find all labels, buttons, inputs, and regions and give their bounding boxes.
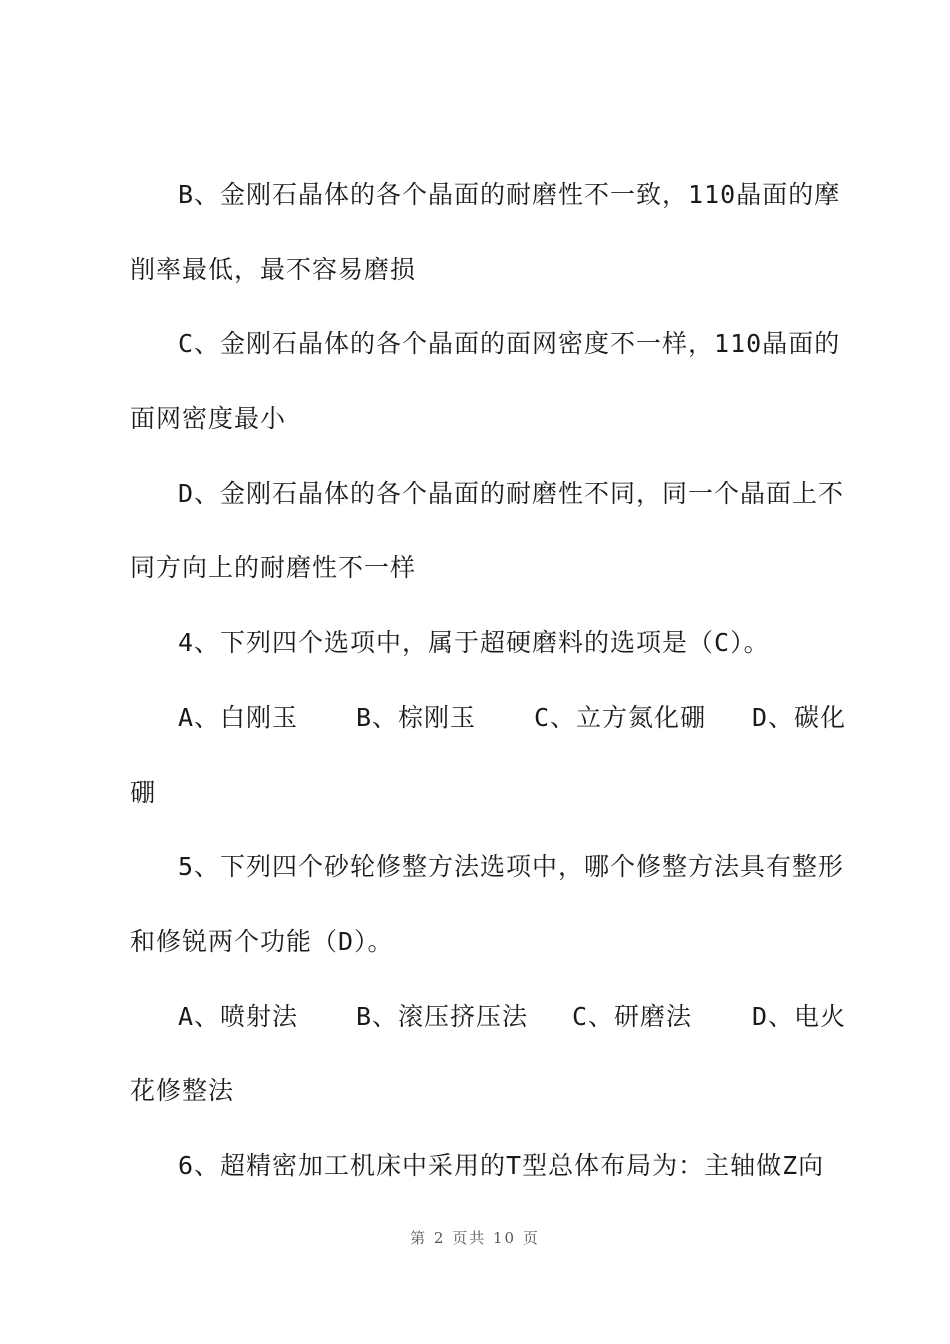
question-4: 4、下列四个选项中，属于超硬磨料的选项是（C）。 (178, 628, 770, 657)
q5-option-a: A、喷射法 (178, 1002, 299, 1031)
q4-option-d: D、碳化 (752, 703, 847, 732)
text-line: C、金刚石晶体的各个晶面的面网密度不一样，110晶面的 (178, 329, 841, 358)
question-6: 6、超精密加工机床中采用的T型总体布局为：主轴做Z向 (178, 1151, 825, 1180)
text-line: 花修整法 (130, 1076, 235, 1105)
q4-option-a: A、白刚玉 (178, 703, 299, 732)
text-line: 削率最低，最不容易磨损 (130, 255, 417, 284)
page-number-footer: 第 2 页共 10 页 (410, 1229, 540, 1247)
q4-option-b: B、棕刚玉 (356, 703, 477, 732)
text-line: 面网密度最小 (130, 404, 287, 433)
q5-option-c: C、研磨法 (572, 1002, 693, 1031)
text-line: B、金刚石晶体的各个晶面的耐磨性不一致，110晶面的摩 (178, 180, 841, 209)
q4-options-row (178, 702, 850, 734)
text-line: 和修锐两个功能（D）。 (130, 927, 394, 956)
q5-option-b: B、滚压挤压法 (356, 1002, 529, 1031)
text-line: 同方向上的耐磨性不一样 (130, 553, 417, 582)
text-line: 硼 (130, 778, 157, 807)
question-5: 5、下列四个砂轮修整方法选项中，哪个修整方法具有整形 (178, 852, 845, 881)
q4-option-c: C、立方氮化硼 (534, 703, 707, 732)
q5-options-row (178, 1001, 850, 1033)
text-line: D、金刚石晶体的各个晶面的耐磨性不同，同一个晶面上不 (178, 479, 845, 508)
q5-option-d: D、电火 (752, 1002, 847, 1031)
